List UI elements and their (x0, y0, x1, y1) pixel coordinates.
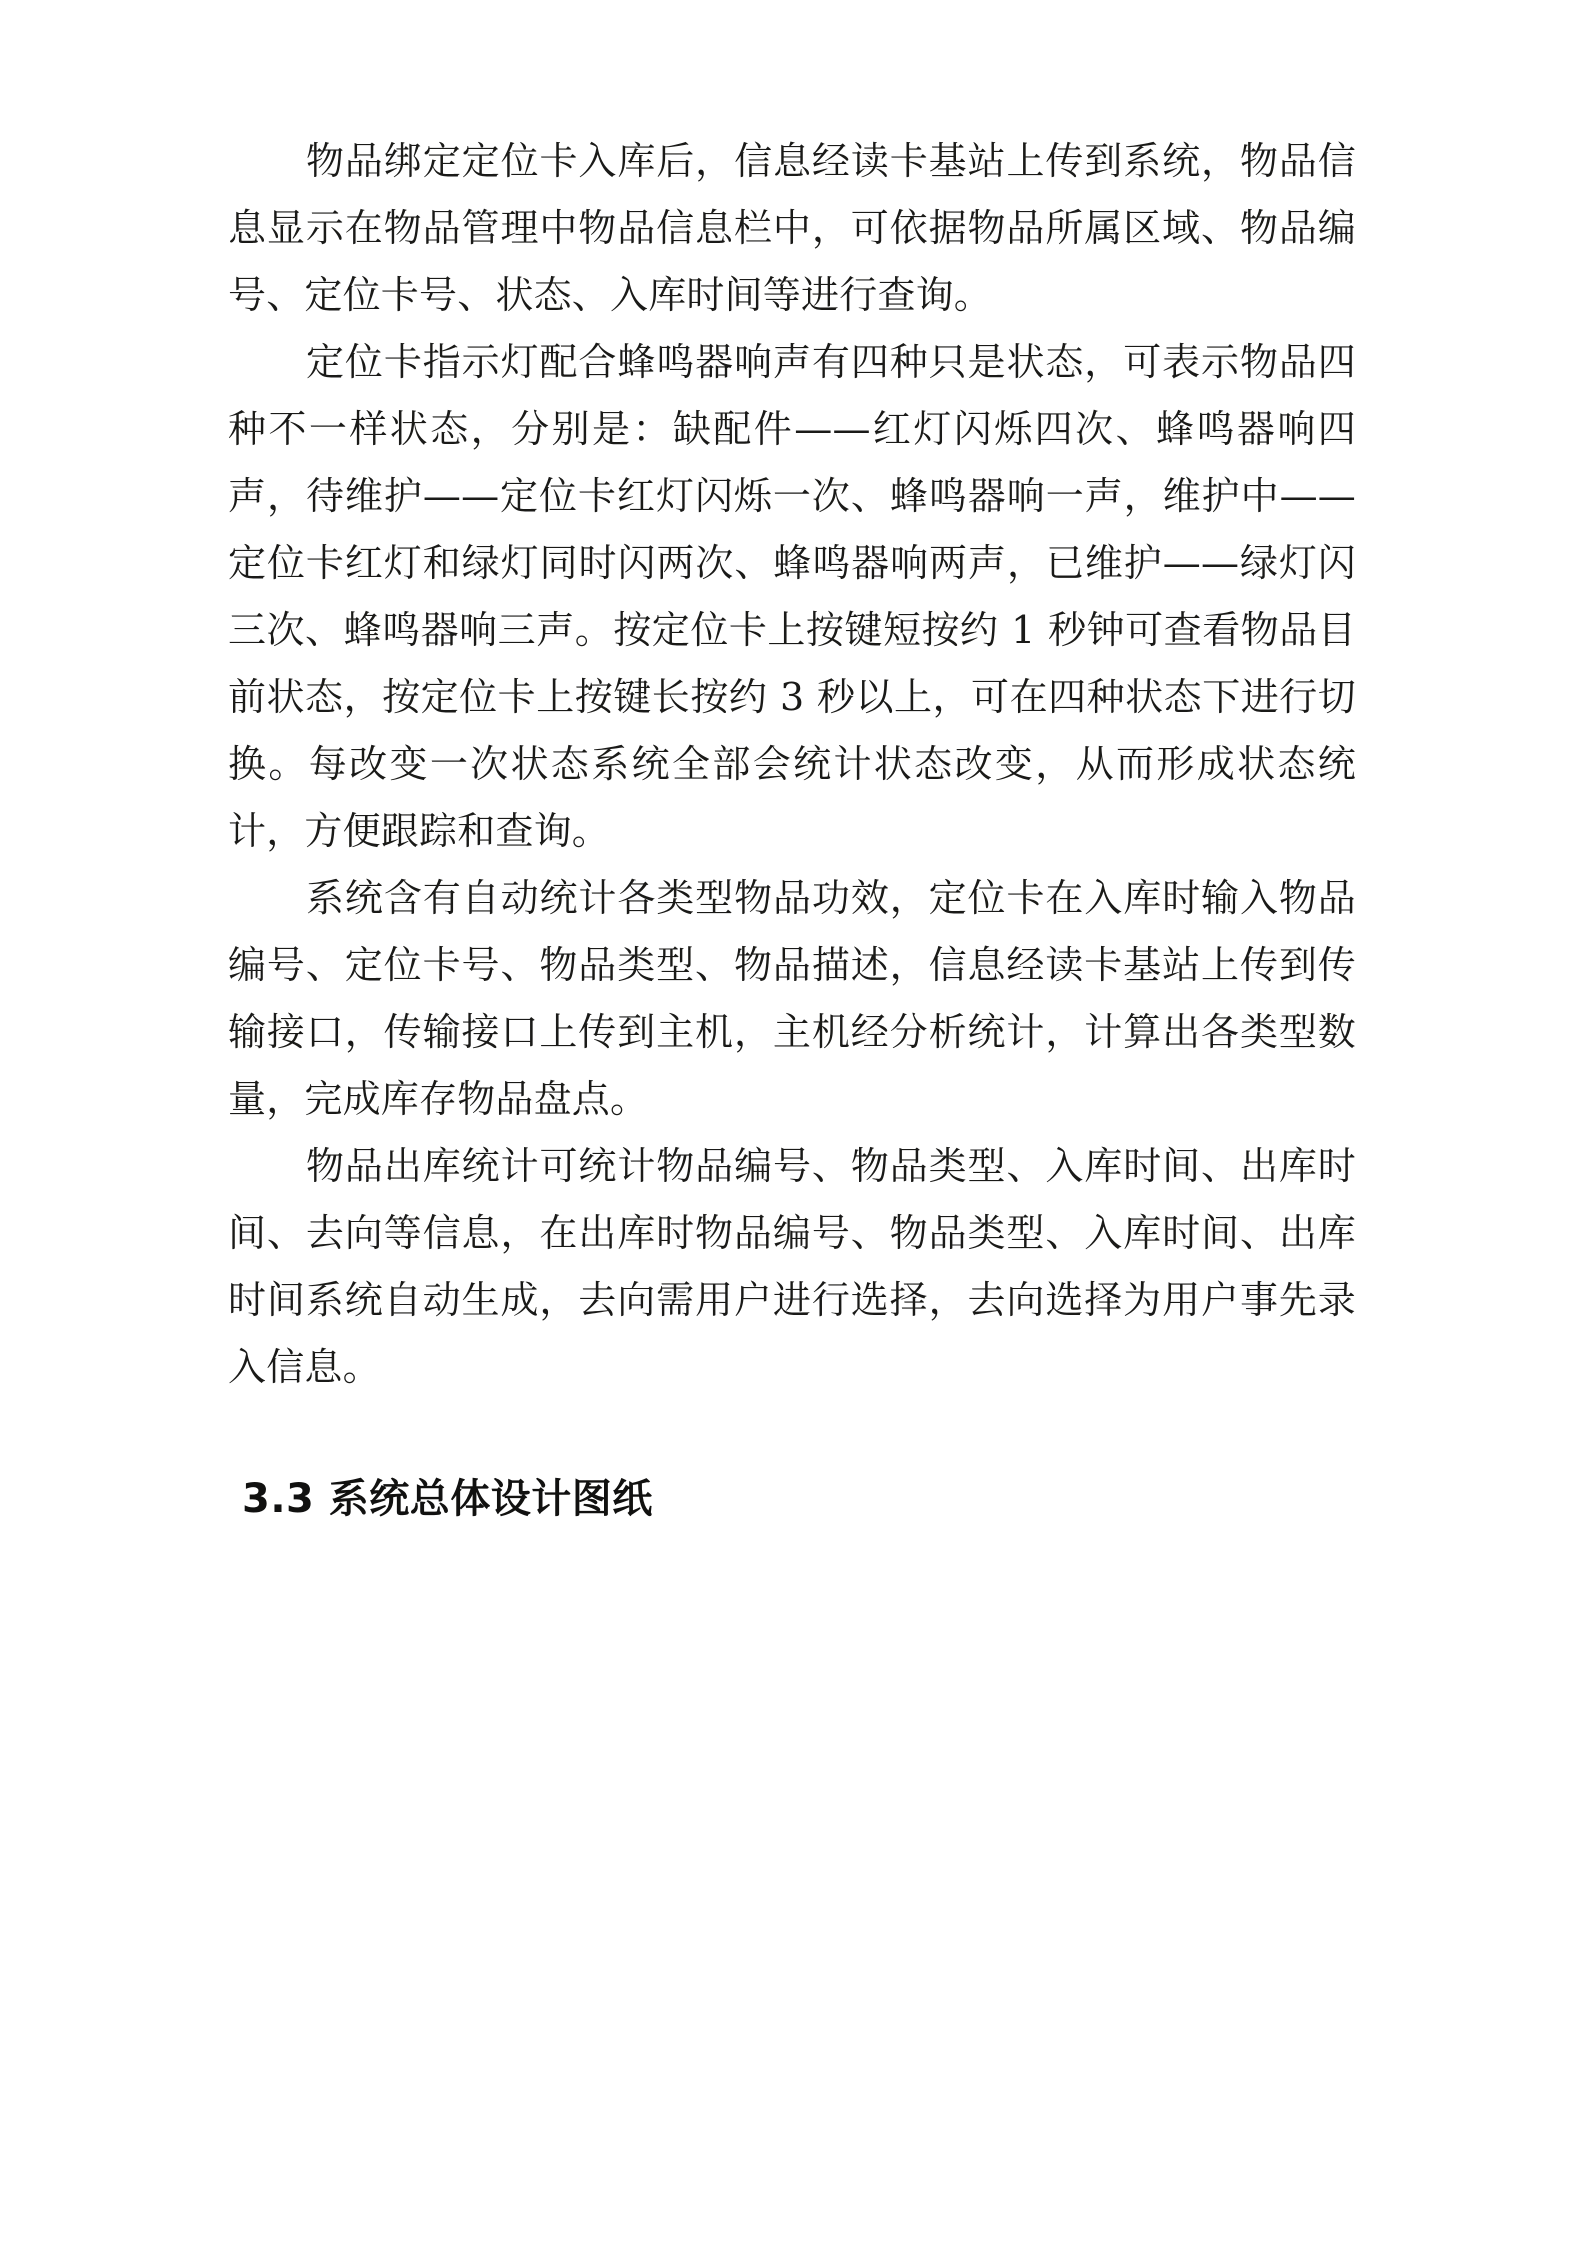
section-heading: 3.3 系统总体设计图纸 (242, 1476, 653, 1522)
body-paragraph: 定位卡指示灯配合蜂鸣器响声有四种只是状态，可表示物品四种不一样状态，分别是：缺配件——红灯闪烁四次、蜂鸣器响四声，待维护——定位卡红灯闪烁一次、蜂鸣器响一声，维护中——定位卡红灯和绿灯同时闪两次、蜂鸣器响两声，已维护——绿灯闪三次、蜂鸣器响三声。按定位卡上按键短按约 1 秒钟可查看物品目前状态，按定位卡上按键长按约 3 秒以上，可在四种状态下进行切换。每改变一次状态系统全部会统计状态改变，从而形成状态统计，方便跟踪和查询。 (228, 340, 1356, 853)
body-paragraph: 物品绑定定位卡入库后，信息经读卡基站上传到系统，物品信息显示在物品管理中物品信息栏中，可依据物品所属区域、物品编号、定位卡号、状态、入库时间等进行查询。 (228, 139, 1356, 317)
body-paragraph: 物品出库统计可统计物品编号、物品类型、入库时间、出库时间、去向等信息，在出库时物品编号、物品类型、入库时间、出库时间系统自动生成，去向需用户进行选择，去向选择为用户事先录入信息。 (228, 1144, 1356, 1389)
body-paragraph: 系统含有自动统计各类型物品功效，定位卡在入库时输入物品编号、定位卡号、物品类型、物品描述，信息经读卡基站上传到传输接口，传输接口上传到主机，主机经分析统计，计算出各类型数量，完成库存物品盘点。 (228, 876, 1356, 1121)
page-bottom-whitespace (228, 1529, 1356, 1829)
section-heading-block (228, 1469, 1356, 1529)
page-content-area (228, 128, 1356, 1829)
